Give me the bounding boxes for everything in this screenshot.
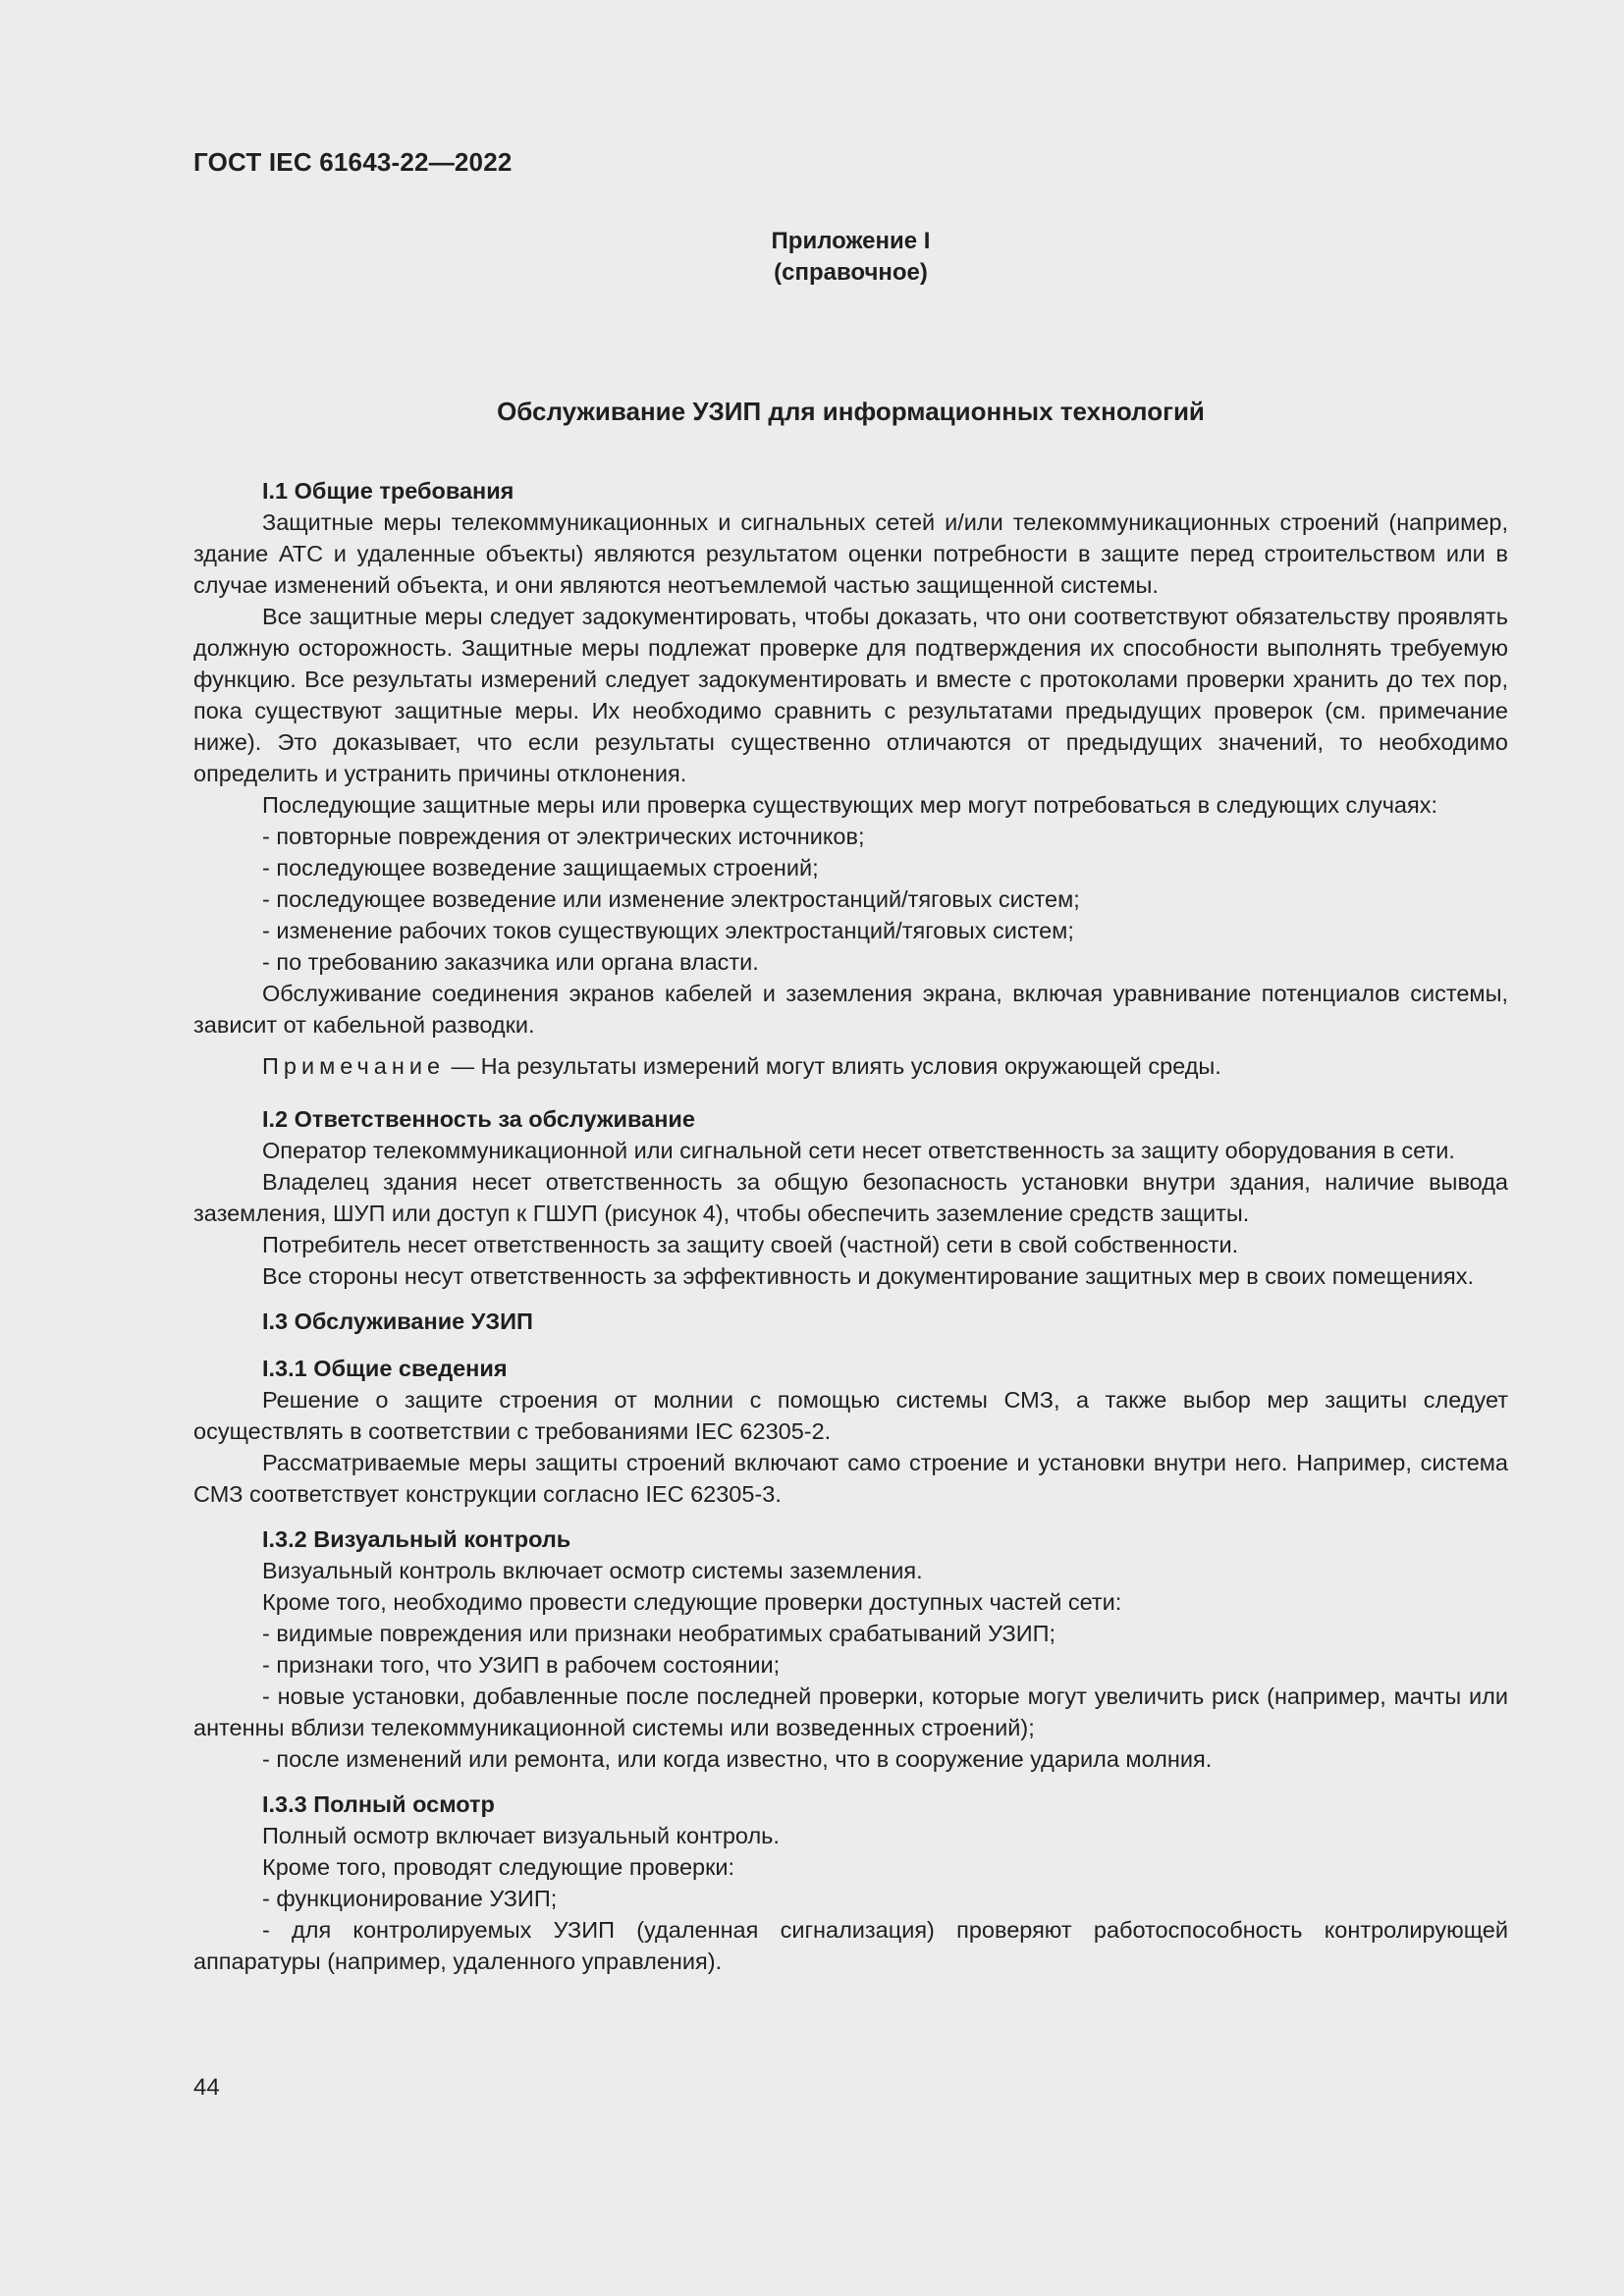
list-item: - видимые повреждения или признаки необратимых срабатываний УЗИП;	[262, 1621, 1056, 1646]
document-standard-header: ГОСТ IEC 61643-22—2022	[193, 147, 513, 177]
paragraph: Решение о защите строения от молнии с помощью системы СМЗ, а также выбор мер защиты следует осуществлять в соответствии с требованиями IEC 62305-2.	[193, 1387, 1508, 1444]
paragraph: Последующие защитные меры или проверка существующих мер могут потребоваться в следующих случаях:	[262, 792, 1438, 818]
list-item: - функционирование УЗИП;	[262, 1886, 558, 1911]
paragraph: Защитные меры телекоммуникационных и сигнальных сетей и/или телекоммуникационных строений (например, здание АТС и удаленные объекты) являются результатом оценки потребности в защите перед строительством или в случае изменений объекта, и они являются неотъемлемой частью защищенной системы.	[193, 509, 1508, 598]
annex-type: (справочное)	[774, 259, 928, 286]
paragraph: Кроме того, проводят следующие проверки:	[262, 1854, 735, 1880]
list-item: - для контролируемых УЗИП (удаленная сигнализация) проверяют работоспособность контролирующей аппаратуры (например, удаленного управления).	[193, 1917, 1508, 1974]
list-item: - по требованию заказчика или органа власти.	[262, 949, 759, 975]
section-heading-i33: I.3.3 Полный осмотр	[262, 1791, 495, 1817]
paragraph: Все стороны несут ответственность за эффективность и документирование защитных мер в своих помещениях.	[262, 1263, 1474, 1289]
paragraph: Владелец здания несет ответственность за общую безопасность установки внутри здания, наличие вывода заземления, ШУП или доступ к ГШУП (рисунок 4), чтобы обеспечить заземление средств защиты.	[193, 1169, 1508, 1226]
list-item: - последующее возведение или изменение электростанций/тяговых систем;	[262, 886, 1080, 912]
page-number: 44	[193, 2074, 220, 2101]
section-heading-i2: I.2 Ответственность за обслуживание	[262, 1106, 695, 1132]
section-heading-i1: I.1 Общие требования	[262, 478, 514, 504]
list-item: - изменение рабочих токов существующих электростанций/тяговых систем;	[262, 918, 1074, 943]
list-item: - новые установки, добавленные после последней проверки, которые могут увеличить риск (например, мачты или антенны вблизи телекоммуникационной системы или возведенных строений);	[193, 1683, 1508, 1740]
annex-label	[0, 226, 1624, 289]
paragraph: Рассматриваемые меры защиты строений включают само строение и установки внутри него. Например, система СМЗ соответствует конструкции согласно IEC 62305-3.	[193, 1450, 1508, 1507]
paragraph: Кроме того, необходимо провести следующие проверки доступных частей сети:	[262, 1589, 1122, 1615]
annex-title: Обслуживание УЗИП для информационных технологий	[497, 397, 1205, 426]
section-heading-i32: I.3.2 Визуальный контроль	[262, 1526, 571, 1552]
list-item: - признаки того, что УЗИП в рабочем состоянии;	[262, 1652, 781, 1678]
section-heading-i3: I.3 Обслуживание УЗИП	[262, 1308, 533, 1334]
paragraph: Визуальный контроль включает осмотр системы заземления.	[262, 1558, 923, 1583]
paragraph: Все защитные меры следует задокументировать, чтобы доказать, что они соответствуют обязательству проявлять должную осторожность. Защитные меры подлежат проверке для подтверждения их способности выполнять требуемую функцию. Все результаты измерений следует задокументировать и вместе с протоколами проверки хранить до тех пор, пока существуют защитные меры. Их необходимо сравнить с результатами предыдущих проверок (см. примечание ниже). Это доказывает, что если результаты существенно отличаются от предыдущих значений, то необходимо определить и устранить причины отклонения.	[193, 604, 1508, 786]
note-label: Примечание	[262, 1053, 446, 1079]
note	[193, 1050, 1508, 1082]
document-body	[193, 475, 1508, 1977]
paragraph: Обслуживание соединения экранов кабелей и заземления экрана, включая уравнивание потенциалов системы, зависит от кабельной разводки.	[193, 981, 1508, 1038]
note-text: — На результаты измерений могут влиять условия окружающей среды.	[445, 1053, 1221, 1079]
list-item: - последующее возведение защищаемых строений;	[262, 855, 819, 881]
list-item: - повторные повреждения от электрических источников;	[262, 824, 865, 849]
section-heading-i31: I.3.1 Общие сведения	[262, 1356, 508, 1381]
paragraph: Полный осмотр включает визуальный контроль.	[262, 1823, 780, 1848]
paragraph: Потребитель несет ответственность за защиту своей (частной) сети в свой собственности.	[262, 1232, 1239, 1257]
list-item: - после изменений или ремонта, или когда известно, что в сооружение ударила молния.	[262, 1746, 1213, 1772]
annex-number: Приложение I	[771, 228, 931, 254]
paragraph: Оператор телекоммуникационной или сигнальной сети несет ответственность за защиту оборудования в сети.	[262, 1138, 1455, 1163]
